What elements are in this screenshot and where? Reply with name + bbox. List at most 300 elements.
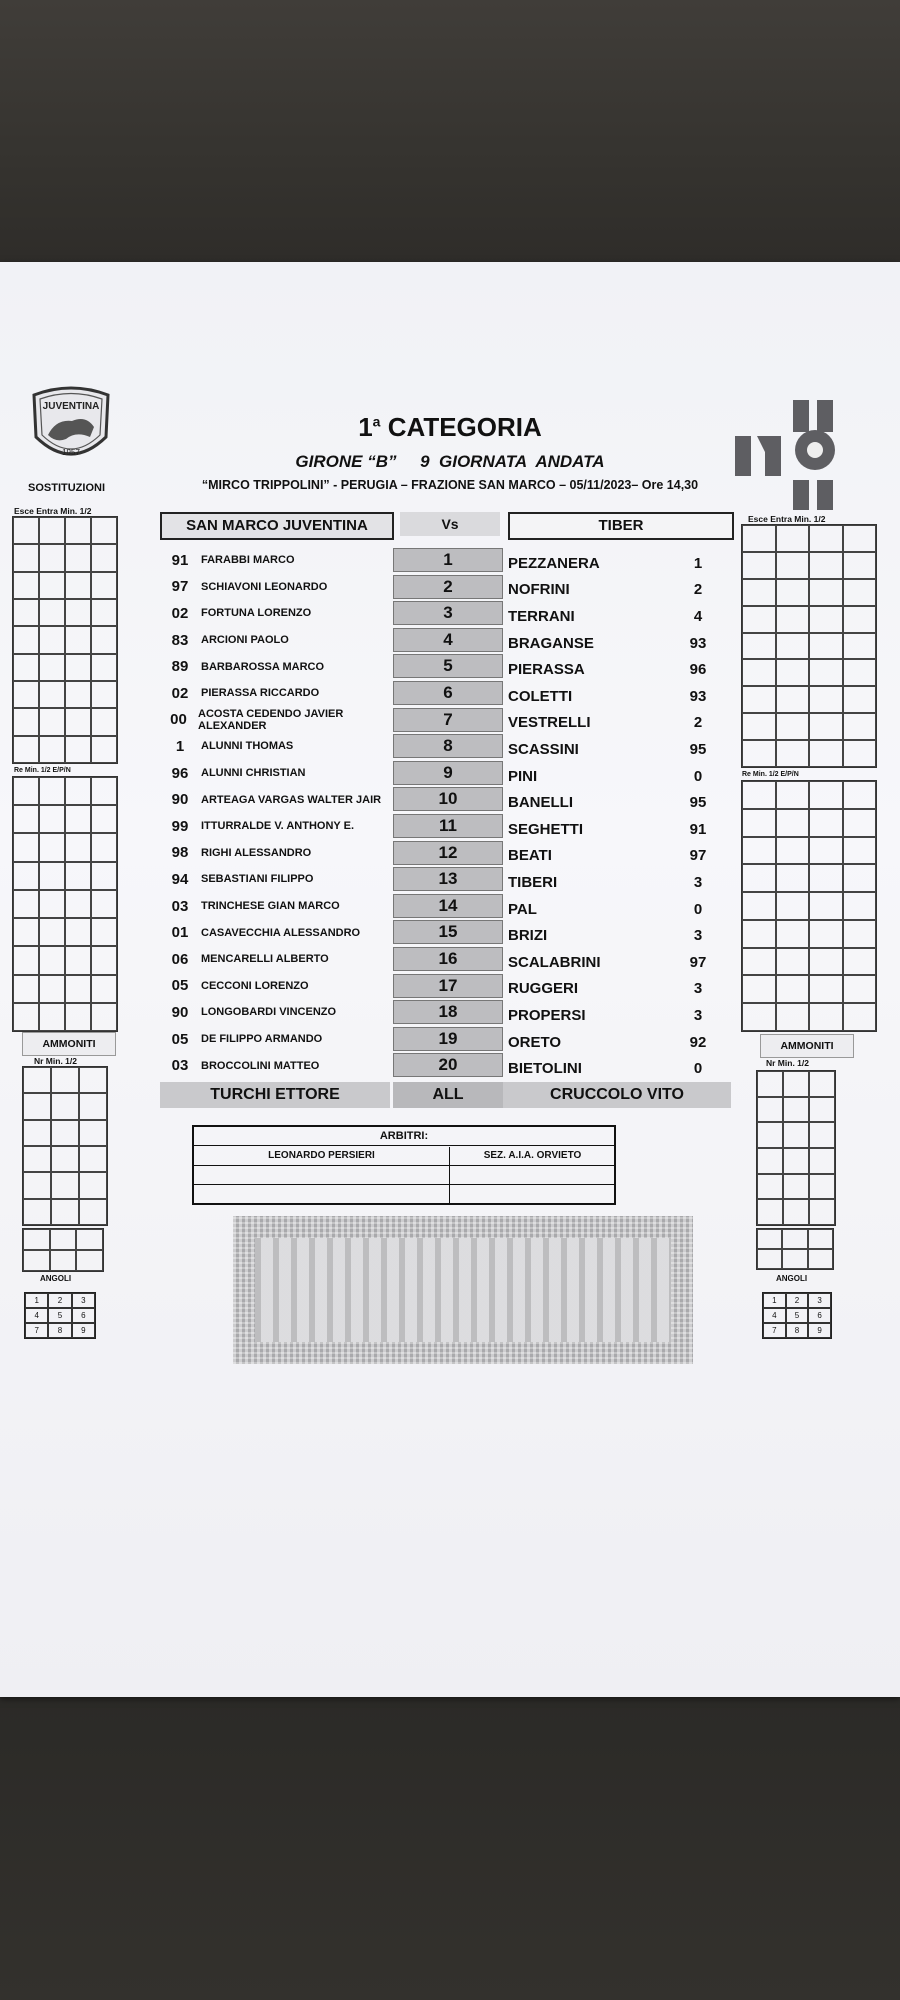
shirt-number-cell: 15 xyxy=(393,920,503,944)
grid-cell xyxy=(757,1148,783,1174)
away-player-row xyxy=(508,550,718,577)
corner-cell: 9 xyxy=(72,1323,95,1338)
grid-cell xyxy=(742,606,776,633)
grid-cell xyxy=(13,918,39,946)
shirt-number-cell: 11 xyxy=(393,814,503,838)
away-player-row xyxy=(508,843,718,870)
grid-cell xyxy=(742,686,776,713)
grid-cell xyxy=(39,1003,65,1031)
home-player-number: 00 xyxy=(170,711,187,729)
grid-cell xyxy=(76,1250,103,1271)
grid-cell xyxy=(39,544,65,571)
home-player-row xyxy=(165,733,393,760)
away-player-number: 92 xyxy=(689,1033,707,1051)
background-top xyxy=(0,0,900,270)
grid-cell xyxy=(13,626,39,653)
grid-cell xyxy=(91,626,117,653)
shirt-number-cell: 3 xyxy=(393,601,503,625)
grid-cell xyxy=(39,890,65,918)
grid-cell xyxy=(776,633,810,660)
referee-row-empty xyxy=(194,1185,614,1203)
grid-cell xyxy=(742,525,776,552)
referee-section: SEZ. A.I.A. ORVIETO xyxy=(483,1150,582,1161)
home-player-number: 98 xyxy=(171,844,189,862)
grid-cell xyxy=(809,686,843,713)
logo-text: JUVENTINA xyxy=(42,401,100,412)
grid-cell xyxy=(742,864,776,892)
grid-cell xyxy=(782,1249,807,1269)
grid-cell xyxy=(13,736,39,763)
right-angoli-label: ANGOLI xyxy=(776,1274,808,1283)
grid-cell xyxy=(91,736,117,763)
grid-cell xyxy=(809,659,843,686)
grid-cell xyxy=(91,654,117,681)
grid-cell xyxy=(91,777,117,805)
grid-cell xyxy=(809,579,843,606)
grid-cell xyxy=(757,1199,783,1225)
grid-cell xyxy=(843,552,877,579)
shirt-number-cell: 9 xyxy=(393,761,503,785)
left-ammoniti-header: Nr Min. 1/2 xyxy=(34,1056,77,1066)
grid-cell xyxy=(783,1097,809,1123)
away-player-name: PROPERSI xyxy=(508,1006,586,1024)
away-player-row xyxy=(508,869,718,896)
left-angoli-grid xyxy=(24,1292,96,1339)
home-player-number: 01 xyxy=(171,924,189,942)
away-player-row xyxy=(508,789,718,816)
home-player-number: 94 xyxy=(171,870,189,888)
away-player-row xyxy=(508,1002,718,1029)
home-player-name: CASAVECCHIA ALESSANDRO xyxy=(201,926,361,939)
grid-cell xyxy=(79,1146,107,1172)
grid-cell xyxy=(13,890,39,918)
home-player-name: ACOSTA CEDENDO JAVIER ALEXANDER xyxy=(198,707,344,732)
grid-cell xyxy=(809,1148,835,1174)
round-title: GIRONE “B” 9 GIORNATA ANDATA xyxy=(295,452,605,471)
corner-cell: 3 xyxy=(72,1293,95,1308)
shirt-number-column xyxy=(393,548,503,1080)
away-player-number: 1 xyxy=(693,554,703,572)
grid-cell xyxy=(65,918,91,946)
grid-cell xyxy=(742,633,776,660)
home-player-name: ARCIONI PAOLO xyxy=(201,634,289,647)
shirt-number-cell: 2 xyxy=(393,575,503,599)
grid-cell xyxy=(776,606,810,633)
grid-cell xyxy=(776,579,810,606)
grid-cell xyxy=(809,1097,835,1123)
grid-cell xyxy=(23,1120,51,1146)
grid-cell xyxy=(776,686,810,713)
left-substitutions-grid xyxy=(12,516,118,764)
home-player-name: TRINCHESE GIAN MARCO xyxy=(201,900,340,913)
grid-cell xyxy=(843,659,877,686)
grid-cell xyxy=(50,1229,77,1250)
away-player-row xyxy=(508,976,718,1003)
grid-cell xyxy=(39,862,65,890)
grid-cell xyxy=(65,777,91,805)
background-bottom xyxy=(0,1690,900,2000)
grid-cell xyxy=(776,892,810,920)
grid-cell xyxy=(809,606,843,633)
grid-cell xyxy=(65,681,91,708)
home-player-name: DE FILIPPO ARMANDO xyxy=(201,1033,323,1046)
shirt-number-cell: 20 xyxy=(393,1053,503,1077)
grid-cell xyxy=(742,837,776,865)
grid-cell xyxy=(91,918,117,946)
grid-cell xyxy=(843,809,877,837)
grid-cell xyxy=(809,837,843,865)
corner-cell: 1 xyxy=(25,1293,48,1308)
grid-cell xyxy=(23,1093,51,1119)
shirt-number-cell: 5 xyxy=(393,654,503,678)
grid-cell xyxy=(65,890,91,918)
grid-cell xyxy=(776,659,810,686)
corner-cell: 9 xyxy=(808,1323,831,1338)
grid-cell xyxy=(742,920,776,948)
shirt-number-cell: 18 xyxy=(393,1000,503,1024)
home-player-number: 1 xyxy=(175,737,185,755)
grid-cell xyxy=(809,809,843,837)
away-player-name: VESTRELLI xyxy=(508,714,591,732)
grid-cell xyxy=(13,1003,39,1031)
grid-cell xyxy=(757,1249,782,1269)
grid-cell xyxy=(39,654,65,681)
grid-cell xyxy=(76,1229,103,1250)
referee-row xyxy=(194,1147,614,1166)
grid-cell xyxy=(39,681,65,708)
corner-cell: 6 xyxy=(72,1308,95,1323)
grid-cell xyxy=(51,1146,79,1172)
grid-cell xyxy=(742,948,776,976)
home-player-row xyxy=(165,973,393,1000)
grid-cell xyxy=(65,517,91,544)
coach-label: ALL xyxy=(393,1082,503,1108)
grid-cell xyxy=(23,1250,50,1271)
away-player-number: 0 xyxy=(693,900,703,918)
home-player-number: 03 xyxy=(171,897,189,915)
away-player-number: 97 xyxy=(689,847,707,865)
shirt-number-cell: 1 xyxy=(393,548,503,572)
grid-cell xyxy=(776,837,810,865)
home-player-name: SEBASTIANI FILIPPO xyxy=(201,873,314,886)
referees-title: ARBITRI: xyxy=(194,1127,614,1146)
away-player-name: TERRANI xyxy=(508,607,575,625)
grid-cell xyxy=(79,1093,107,1119)
grid-cell xyxy=(91,708,117,735)
away-player-row xyxy=(508,763,718,790)
grid-cell xyxy=(783,1071,809,1097)
shirt-number-cell: 6 xyxy=(393,681,503,705)
away-player-row xyxy=(508,577,718,604)
home-player-row xyxy=(165,919,393,946)
home-player-number: 89 xyxy=(171,658,189,676)
grid-cell xyxy=(843,892,877,920)
grid-cell xyxy=(23,1067,51,1093)
logo-year: 1957 xyxy=(62,448,80,457)
home-player-number: 03 xyxy=(171,1057,189,1075)
grid-cell xyxy=(79,1067,107,1093)
vs-label: Vs xyxy=(400,512,500,536)
grid-cell xyxy=(843,686,877,713)
right-angoli-grid xyxy=(762,1292,832,1339)
grid-cell xyxy=(809,1122,835,1148)
corner-cell: 1 xyxy=(763,1293,786,1308)
grid-cell xyxy=(843,920,877,948)
grid-cell xyxy=(65,805,91,833)
referee-name: LEONARDO PERSIERI xyxy=(194,1147,450,1165)
grid-cell xyxy=(776,781,810,809)
left-sub-header-2: Re Min. 1/2 E/P/N xyxy=(14,767,71,774)
grid-cell xyxy=(742,552,776,579)
grid-cell xyxy=(776,864,810,892)
grid-cell xyxy=(65,626,91,653)
grid-cell xyxy=(13,833,39,861)
grid-cell xyxy=(65,599,91,626)
away-player-number: 3 xyxy=(693,980,703,998)
grid-cell xyxy=(742,579,776,606)
home-player-row xyxy=(165,866,393,893)
grid-cell xyxy=(783,1174,809,1200)
grid-cell xyxy=(65,1003,91,1031)
corner-cell: 5 xyxy=(786,1308,809,1323)
home-team-box: SAN MARCO JUVENTINA xyxy=(160,512,394,540)
away-player-name: SCASSINI xyxy=(508,740,579,758)
grid-cell xyxy=(809,1003,843,1031)
corner-cell: 2 xyxy=(48,1293,71,1308)
away-player-number: 91 xyxy=(689,820,707,838)
grid-cell xyxy=(776,713,810,740)
grid-cell xyxy=(23,1229,50,1250)
home-player-name: MENCARELLI ALBERTO xyxy=(201,953,329,966)
grid-cell xyxy=(843,713,877,740)
grid-cell xyxy=(843,740,877,767)
grid-cell xyxy=(91,862,117,890)
grid-cell xyxy=(783,1148,809,1174)
away-player-number: 3 xyxy=(693,1006,703,1024)
grid-cell xyxy=(13,805,39,833)
away-coach: CRUCCOLO VITO xyxy=(503,1082,731,1108)
grid-cell xyxy=(51,1093,79,1119)
right-sub-header: Esce Entra Min. 1/2 xyxy=(748,514,826,524)
away-player-number: 93 xyxy=(689,687,707,705)
grid-cell xyxy=(776,809,810,837)
grid-cell xyxy=(809,1071,835,1097)
grid-cell xyxy=(843,864,877,892)
grid-cell xyxy=(13,708,39,735)
grid-cell xyxy=(742,975,776,1003)
away-player-row xyxy=(508,949,718,976)
away-player-name: BRIZI xyxy=(508,927,548,945)
away-player-row xyxy=(508,656,718,683)
shirt-number-cell: 4 xyxy=(393,628,503,652)
home-player-number: 91 xyxy=(171,551,189,569)
grid-cell xyxy=(65,572,91,599)
shirt-number-cell: 8 xyxy=(393,734,503,758)
grid-cell xyxy=(742,809,776,837)
home-coach: TURCHI ETTORE xyxy=(160,1082,390,1108)
home-player-number: 02 xyxy=(171,604,189,622)
grid-cell xyxy=(23,1146,51,1172)
home-player-number: 97 xyxy=(171,578,189,596)
right-ammoniti-grid xyxy=(756,1070,836,1226)
grid-cell xyxy=(39,517,65,544)
grid-cell xyxy=(23,1199,51,1225)
right-ammoniti-label: AMMONITI xyxy=(760,1034,854,1058)
away-player-row xyxy=(508,816,718,843)
home-player-number: 05 xyxy=(171,977,189,995)
right-sub-header-2: Re Min. 1/2 E/P/N xyxy=(742,771,799,778)
grid-cell xyxy=(65,708,91,735)
corner-cell: 2 xyxy=(786,1293,809,1308)
grid-cell xyxy=(91,517,117,544)
home-player-number: 83 xyxy=(171,631,189,649)
grid-cell xyxy=(809,633,843,660)
away-player-row xyxy=(508,922,718,949)
category-title: 1$^a$ CATEGORIA xyxy=(358,412,542,442)
shirt-number-cell: 10 xyxy=(393,787,503,811)
grid-cell xyxy=(91,975,117,1003)
home-player-number: 02 xyxy=(171,684,189,702)
grid-cell xyxy=(39,918,65,946)
grid-cell xyxy=(13,544,39,571)
away-player-name: NOFRINI xyxy=(508,581,570,599)
grid-cell xyxy=(843,579,877,606)
home-player-name: ITTURRALDE V. ANTHONY E. xyxy=(201,820,354,833)
grid-cell xyxy=(91,1003,117,1031)
grid-cell xyxy=(843,975,877,1003)
grid-cell xyxy=(808,1249,833,1269)
corner-cell: 3 xyxy=(808,1293,831,1308)
away-player-row xyxy=(508,736,718,763)
right-substitutions-grid-2 xyxy=(741,780,877,1032)
shirt-number-cell: 19 xyxy=(393,1027,503,1051)
away-player-number: 95 xyxy=(689,740,707,758)
right-extra-grid xyxy=(756,1228,834,1270)
grid-cell xyxy=(65,862,91,890)
grid-cell xyxy=(91,544,117,571)
away-player-number: 0 xyxy=(693,767,703,785)
home-player-row xyxy=(165,999,393,1026)
grid-cell xyxy=(50,1250,77,1271)
grid-cell xyxy=(13,654,39,681)
home-player-name: LONGOBARDI VINCENZO xyxy=(201,1006,337,1019)
grid-cell xyxy=(783,1122,809,1148)
home-player-name: FORTUNA LORENZO xyxy=(201,607,312,620)
grid-cell xyxy=(39,572,65,599)
grid-cell xyxy=(13,777,39,805)
grid-cell xyxy=(39,805,65,833)
left-ammoniti-label: AMMONITI xyxy=(22,1032,116,1056)
away-player-row xyxy=(508,896,718,923)
grid-cell xyxy=(91,805,117,833)
away-player-name: ORETO xyxy=(508,1033,562,1051)
grid-cell xyxy=(809,948,843,976)
grid-cell xyxy=(91,681,117,708)
shirt-number-cell: 13 xyxy=(393,867,503,891)
home-player-number: 99 xyxy=(171,817,189,835)
substitutions-title: SOSTITUZIONI xyxy=(28,482,105,494)
grid-cell xyxy=(39,946,65,974)
grid-cell xyxy=(65,544,91,571)
shirt-number-cell: 12 xyxy=(393,841,503,865)
shirt-number-cell: 17 xyxy=(393,974,503,998)
home-player-name: SCHIAVONI LEONARDO xyxy=(201,580,328,593)
grid-cell xyxy=(808,1229,833,1249)
grid-cell xyxy=(742,740,776,767)
grid-cell xyxy=(776,1003,810,1031)
grid-cell xyxy=(79,1120,107,1146)
home-player-name: RIGHI ALESSANDRO xyxy=(201,846,312,859)
home-player-row xyxy=(165,547,393,574)
referee-row-empty xyxy=(194,1166,614,1185)
away-player-name: BEATI xyxy=(508,847,552,865)
home-player-number: 90 xyxy=(171,791,189,809)
grid-cell xyxy=(809,781,843,809)
away-player-name: PEZZANERA xyxy=(508,554,600,572)
corner-cell: 8 xyxy=(786,1323,809,1338)
grid-cell xyxy=(742,713,776,740)
home-player-name: BARBAROSSA MARCO xyxy=(201,660,325,673)
away-player-number: 96 xyxy=(689,661,707,679)
home-player-name: PIERASSA RICCARDO xyxy=(201,687,320,700)
home-player-row xyxy=(165,680,393,707)
away-player-number: 95 xyxy=(689,794,707,812)
home-player-name: BROCCOLINI MATTEO xyxy=(201,1059,320,1072)
grid-cell xyxy=(51,1199,79,1225)
home-player-row xyxy=(165,653,393,680)
grid-cell xyxy=(91,890,117,918)
grid-cell xyxy=(39,708,65,735)
right-ammoniti-header: Nr Min. 1/2 xyxy=(766,1058,809,1068)
grid-cell xyxy=(65,654,91,681)
grid-cell xyxy=(39,599,65,626)
home-player-name: ALUNNI CHRISTIAN xyxy=(201,767,306,780)
grid-cell xyxy=(776,740,810,767)
official-stamp xyxy=(233,1216,693,1364)
shirt-number-cell: 16 xyxy=(393,947,503,971)
corner-cell: 7 xyxy=(25,1323,48,1338)
away-player-name: PINI xyxy=(508,767,538,785)
home-player-row xyxy=(165,600,393,627)
grid-cell xyxy=(65,946,91,974)
grid-cell xyxy=(13,599,39,626)
away-player-number: 2 xyxy=(693,714,703,732)
grid-cell xyxy=(843,525,877,552)
grid-cell xyxy=(39,777,65,805)
home-player-row xyxy=(165,627,393,654)
shirt-number-cell: 14 xyxy=(393,894,503,918)
grid-cell xyxy=(23,1172,51,1198)
corner-cell: 6 xyxy=(808,1308,831,1323)
left-substitutions-grid-2 xyxy=(12,776,118,1032)
home-player-row xyxy=(165,786,393,813)
grid-cell xyxy=(843,606,877,633)
shirt-number-cell: 7 xyxy=(393,708,503,732)
grid-cell xyxy=(809,975,843,1003)
grid-cell xyxy=(65,975,91,1003)
grid-cell xyxy=(65,736,91,763)
home-player-row xyxy=(165,813,393,840)
grid-cell xyxy=(13,681,39,708)
grid-cell xyxy=(776,525,810,552)
home-player-number: 06 xyxy=(171,950,189,968)
corner-cell: 8 xyxy=(48,1323,71,1338)
away-player-name: SEGHETTI xyxy=(508,820,584,838)
home-player-name: ARTEAGA VARGAS WALTER JAIR xyxy=(201,793,382,806)
grid-cell xyxy=(79,1199,107,1225)
grid-cell xyxy=(809,713,843,740)
grid-cell xyxy=(809,864,843,892)
